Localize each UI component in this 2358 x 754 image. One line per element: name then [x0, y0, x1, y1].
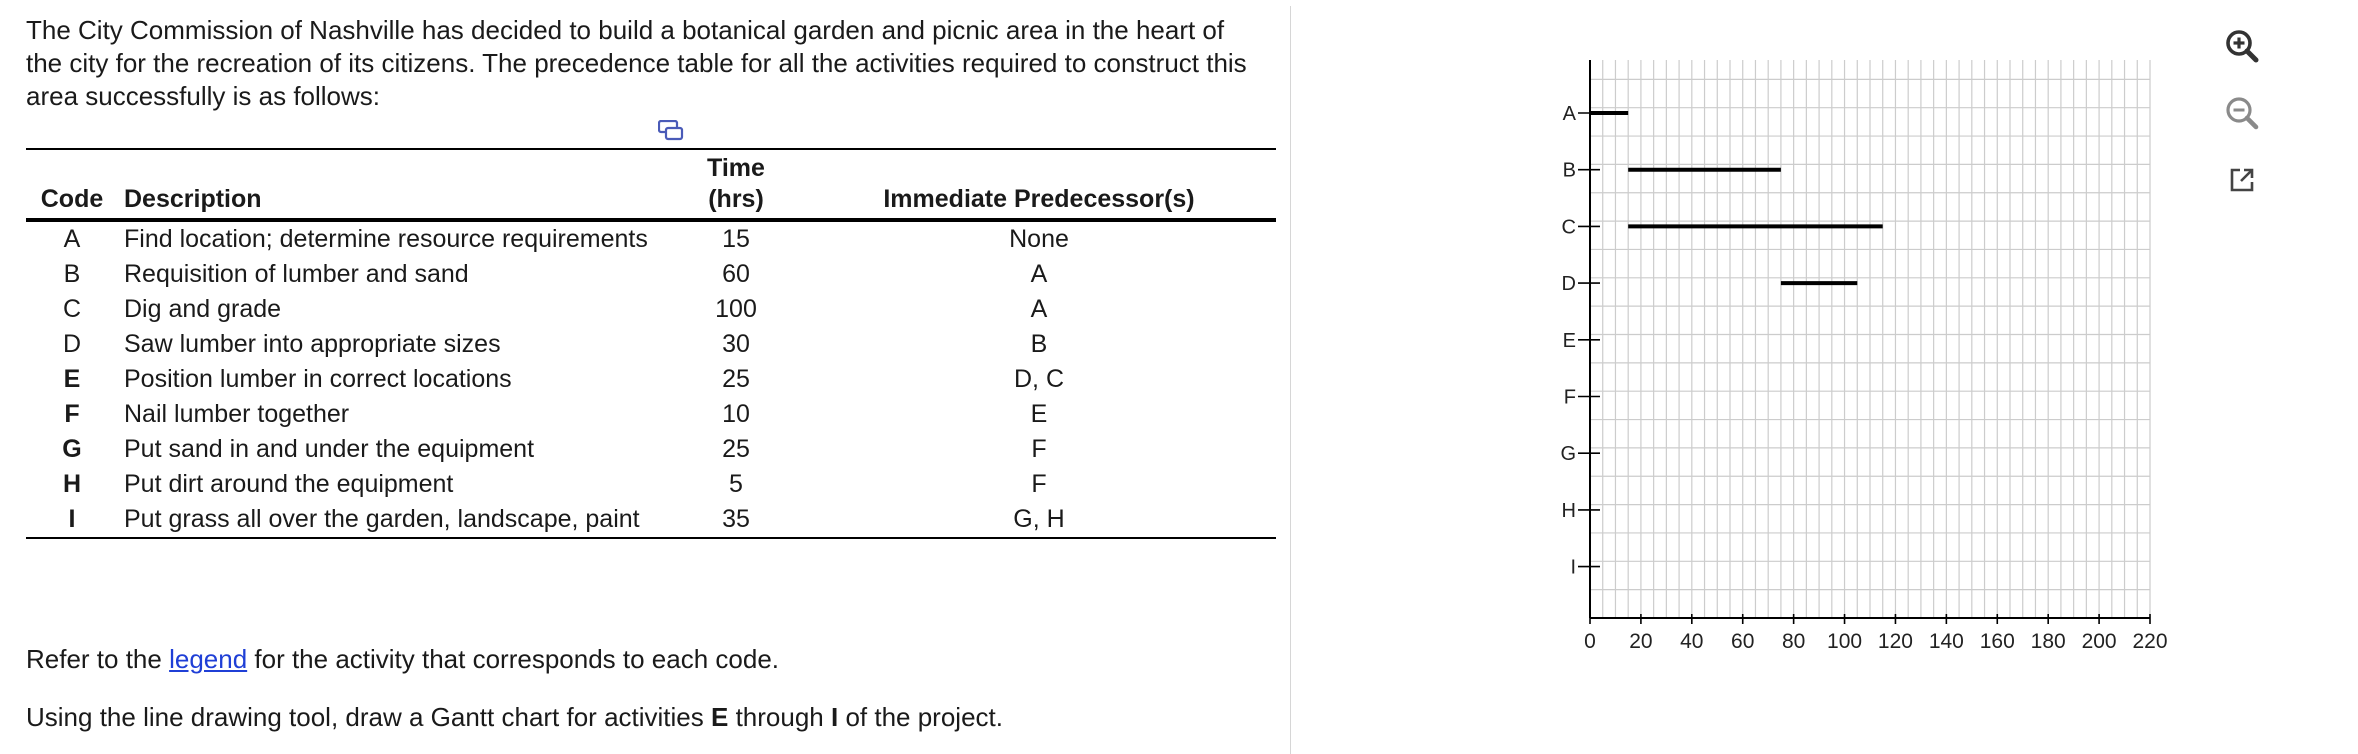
row-code: F: [64, 400, 80, 428]
row-code: B: [63, 260, 81, 288]
x-tick-label: 40: [1680, 630, 1704, 653]
row-time: 25: [722, 435, 750, 463]
y-tick-label: I: [1570, 556, 1576, 579]
legend-ref-after: for the activity that corresponds to each code.: [247, 644, 780, 674]
row-predecessors: A: [1030, 260, 1048, 288]
x-tick-label: 100: [1827, 630, 1863, 653]
zoom-in-icon: [2220, 24, 2264, 68]
row-description: Dig and grade: [124, 295, 282, 323]
x-tick-label: 180: [2030, 630, 2066, 653]
table-row: [26, 362, 1276, 397]
row-predecessors: None: [1009, 225, 1069, 253]
x-tick-label: 60: [1731, 630, 1755, 653]
y-tick-label: B: [1562, 159, 1576, 182]
row-time: 100: [715, 295, 757, 323]
header-time: [670, 149, 802, 220]
table-row: [26, 432, 1276, 467]
x-tick-label: 20: [1629, 630, 1653, 653]
pane-divider: [1290, 6, 1291, 754]
table-row: [26, 257, 1276, 292]
row-code: E: [63, 365, 81, 393]
y-tick-label: D: [1561, 273, 1576, 296]
row-predecessors: F: [1031, 435, 1047, 463]
zoom-in-button[interactable]: [2220, 24, 2264, 68]
row-predecessors: D, C: [1014, 365, 1064, 393]
table-row: [26, 292, 1276, 327]
row-predecessors: A: [1030, 295, 1048, 323]
y-tick-label: G: [1560, 443, 1576, 466]
row-code: A: [63, 225, 81, 253]
table-expand-icon[interactable]: [658, 120, 684, 142]
row-description: Find location; determine resource requirements: [124, 225, 648, 253]
task-instruction: [26, 702, 1003, 733]
row-description: Put sand in and under the equipment: [124, 435, 535, 463]
table-header-row: [26, 149, 1276, 220]
row-predecessors: G, H: [1013, 505, 1065, 533]
x-tick-label: 0: [1584, 630, 1596, 653]
y-tick-label: E: [1562, 329, 1576, 352]
problem-intro: The City Commission of Nashville has decided to build a botanical garden and picnic area in the heart of the city for the recreation of its citizens. The precedence table for all the activities required to construct this area successfully is as follows:: [26, 15, 1247, 111]
table-row: [26, 502, 1276, 538]
legend-ref-before: Refer to the: [26, 644, 170, 674]
row-time: 5: [729, 470, 743, 498]
row-predecessors: F: [1031, 470, 1047, 498]
row-time: 60: [722, 260, 750, 288]
row-description: Nail lumber together: [124, 400, 350, 428]
row-description: Requisition of lumber and sand: [124, 260, 469, 288]
row-code: H: [62, 470, 82, 498]
gantt-chart[interactable]: [1540, 40, 2230, 680]
row-time: 35: [722, 505, 750, 533]
y-tick-label: A: [1562, 103, 1576, 125]
row-description: Put dirt around the equipment: [124, 470, 454, 498]
header-time-line2: (hrs): [708, 185, 764, 213]
precedence-table: [26, 148, 1276, 539]
header-predecessors: Immediate Predecessor(s): [883, 185, 1195, 213]
row-code: I: [68, 505, 76, 533]
row-time: 15: [722, 225, 750, 253]
row-code: D: [62, 330, 82, 358]
y-tick-label: C: [1561, 216, 1576, 239]
zoom-out-icon: [2220, 91, 2264, 135]
row-time: 30: [722, 330, 750, 358]
legend-reference: [26, 644, 779, 675]
task-mid: through: [728, 702, 831, 732]
x-tick-label: 80: [1781, 630, 1806, 653]
header-code: Code: [40, 185, 104, 213]
row-description: Put grass all over the garden, landscape, paint: [124, 505, 640, 533]
row-code: G: [62, 435, 82, 463]
row-time: 25: [722, 365, 750, 393]
row-time: 10: [722, 400, 750, 428]
x-tick-label: 140: [1928, 630, 1964, 653]
row-predecessors: E: [1030, 400, 1048, 428]
task-start-activity: E: [711, 702, 729, 732]
legend-link[interactable]: legend: [169, 644, 248, 674]
row-predecessors: B: [1030, 330, 1048, 358]
zoom-out-button[interactable]: [2220, 91, 2264, 135]
table-row: [26, 397, 1276, 432]
row-description: Saw lumber into appropriate sizes: [124, 330, 501, 358]
y-tick-label: H: [1561, 499, 1576, 522]
task-before: Using the line drawing tool, draw a Gantt chart for activities: [26, 702, 711, 732]
task-end-activity: I: [830, 702, 839, 732]
popout-button[interactable]: [2220, 158, 2264, 202]
y-tick-label: F: [1563, 386, 1576, 409]
header-description: Description: [124, 185, 262, 213]
popout-icon: [2220, 158, 2264, 202]
task-after: of the project.: [838, 702, 1003, 732]
table-row: [26, 327, 1276, 362]
x-tick-label: 200: [2081, 630, 2117, 653]
x-tick-label: 160: [1979, 630, 2015, 653]
row-code: C: [62, 295, 82, 323]
table-row: [26, 467, 1276, 502]
x-tick-label: 220: [2132, 630, 2168, 653]
table-row: [26, 220, 1276, 257]
x-tick-label: 120: [1877, 630, 1913, 653]
row-description: Position lumber in correct locations: [124, 365, 512, 393]
header-time-line1: Time: [707, 154, 765, 182]
